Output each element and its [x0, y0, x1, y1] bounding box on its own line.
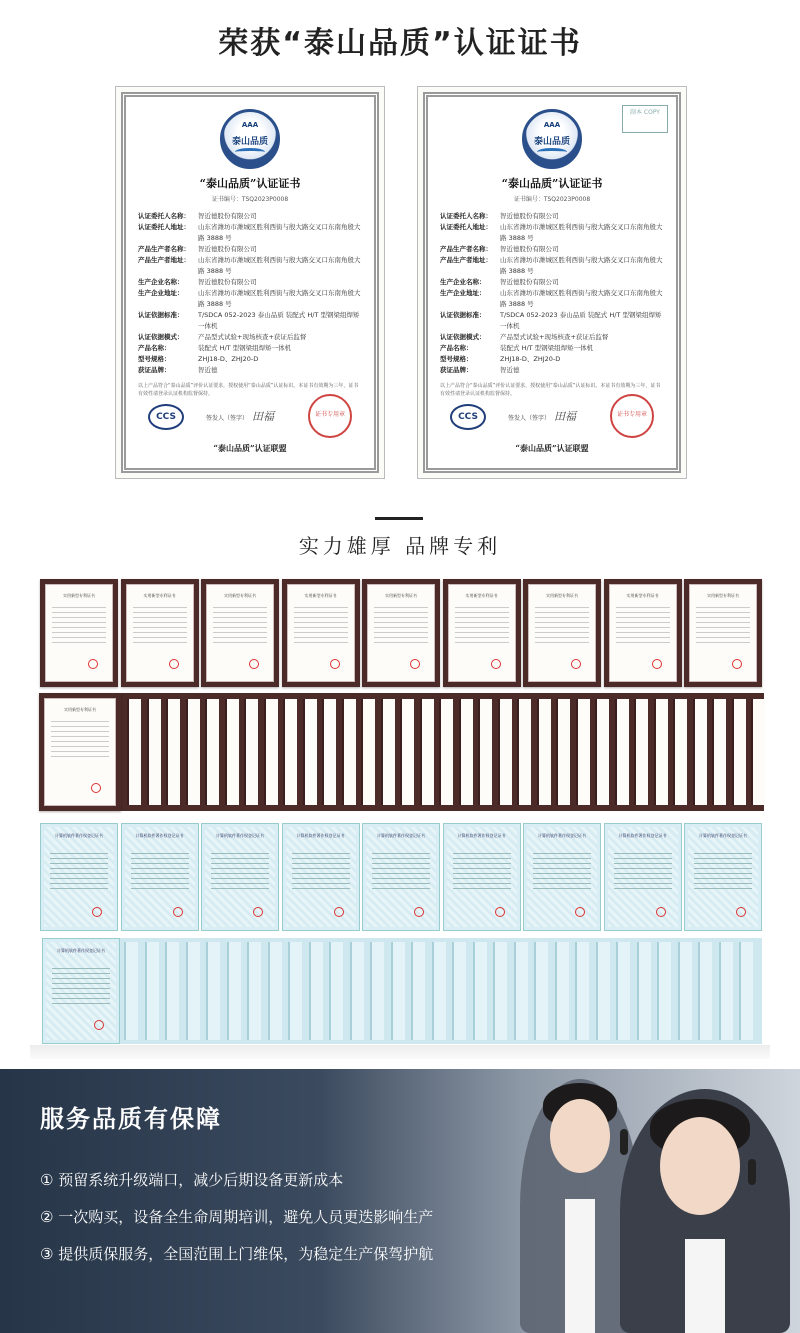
field-value: 智近德股份有限公司	[500, 245, 559, 253]
field-value: T/SDCA 052-2023 泰山品质 装配式 H/T 型钢梁组焊矫一体机	[198, 311, 360, 330]
framed-patent-certificate: 实用新型专利证书	[201, 579, 279, 687]
certificate-field	[440, 222, 664, 244]
field-label: 生产企业名称：	[138, 278, 184, 286]
service-item-training: ② 一次购买，设备全生命周期培训，避免人员更迭影响生产	[40, 1208, 434, 1226]
field-value: ZHJ18-D、ZHJ20-D	[198, 355, 259, 363]
stacked-certificate-edge	[537, 699, 551, 805]
field-label: 获证品牌：	[440, 366, 473, 374]
stacked-certificate-edge	[288, 942, 302, 1040]
framed-patent-certificate: 实用新型专利证书	[362, 579, 440, 687]
red-seal-stamp: 证书专用章	[610, 394, 654, 438]
field-label: 认证依据标准：	[440, 311, 486, 319]
framed-patent-certificate: 实用新型专利证书	[604, 579, 682, 687]
certificate-field	[440, 354, 664, 365]
service-banner	[0, 1069, 800, 1333]
patent-section-title: 实力雄厚 品牌专利	[298, 534, 502, 558]
stacked-certificate-edge	[420, 699, 434, 805]
stacked-certificate-edge	[493, 942, 507, 1040]
stacked-certificate-edge	[654, 699, 668, 805]
display-shelf	[30, 1045, 770, 1059]
stacked-certificate-edge	[205, 699, 219, 805]
software-copyright-certificate: 计算机软件著作权登记证书	[604, 823, 682, 931]
stacked-certificate-edge	[166, 699, 180, 805]
certificate-heading: “泰山品质”认证证书	[199, 177, 301, 190]
software-certificate-stack	[42, 938, 762, 1044]
field-label: 产品生产者名称：	[440, 245, 492, 253]
stacked-certificate-edge	[127, 699, 141, 805]
stacked-certificate-edge	[381, 699, 395, 805]
stacked-certificate-edge	[673, 699, 687, 805]
stacked-certificate-edge	[693, 699, 707, 805]
certificate-field	[440, 255, 664, 277]
certificate-section-title: 荣获“泰山品质”认证证书	[218, 26, 582, 61]
field-label: 生产企业地址：	[138, 289, 184, 297]
stacked-certificate-edge	[206, 942, 220, 1040]
stacked-certificate-edge	[165, 942, 179, 1040]
service-item-warranty: ③ 提供质保服务，全国范围上门维保，为稳定生产保驾护航	[40, 1245, 434, 1263]
stacked-certificate-edge	[342, 699, 356, 805]
headset-icon	[620, 1129, 628, 1155]
stacked-certificate-edge	[498, 699, 512, 805]
stacked-certificate-edge	[719, 942, 733, 1040]
field-label: 产品生产者地址：	[138, 256, 190, 264]
stacked-certificate-edge	[751, 699, 765, 805]
agent-face	[550, 1099, 610, 1173]
stacked-certificate-edge	[145, 942, 159, 1040]
field-value: 智近德股份有限公司	[500, 212, 559, 220]
stacked-certificate-edge	[391, 942, 405, 1040]
field-label: 认证委托人地址：	[138, 223, 190, 231]
stacked-certificate-edge	[698, 942, 712, 1040]
field-value: 装配式 H/T 型钢梁组焊矫一体机	[198, 344, 292, 352]
stacked-certificate-edge	[555, 942, 569, 1040]
field-label: 产品生产者名称：	[138, 245, 190, 253]
signer: 签发人（签字） 田福	[508, 410, 577, 423]
stacked-certificate-edge	[712, 699, 726, 805]
certificate-field	[440, 288, 664, 310]
field-value: 山东省潍坊市潍城区胜利西街与殷大路交叉口东南角殷大路 3888 号	[500, 223, 663, 242]
field-value: 智近德股份有限公司	[198, 212, 257, 220]
field-value: ZHJ18-D、ZHJ20-D	[500, 355, 561, 363]
stacked-certificate-edge	[370, 942, 384, 1040]
stacked-certificate-edge	[283, 699, 297, 805]
stacked-certificate-edge	[478, 699, 492, 805]
stacked-certificate-edge	[517, 699, 531, 805]
field-label: 认证委托人地址：	[440, 223, 492, 231]
framed-patent-certificate: 实用新型专利证书	[40, 579, 118, 687]
certificate-field	[440, 277, 664, 288]
field-value: 智近德	[500, 366, 520, 374]
field-label: 产品名称：	[138, 344, 171, 352]
signer: 签发人（签字） 田福	[206, 410, 275, 423]
stacked-certificate-edge	[329, 942, 343, 1040]
field-value: 智近德股份有限公司	[198, 278, 257, 286]
certificate-field	[138, 332, 362, 343]
stacked-certificate-edge	[322, 699, 336, 805]
certificate-field	[138, 354, 362, 365]
stacked-certificate-edge	[739, 942, 753, 1040]
stacked-certificate-edge	[556, 699, 570, 805]
field-value: 山东省潍坊市潍城区胜利西街与殷大路交叉口东南角殷大路 3888 号	[198, 223, 361, 242]
stacked-certificate-edge	[432, 942, 446, 1040]
software-copyright-certificate: 计算机软件著作权登记证书	[362, 823, 440, 931]
certificate-field	[138, 365, 362, 376]
stacked-certificate-edge	[459, 699, 473, 805]
service-title: 服务品质有保障	[40, 1105, 222, 1133]
stacked-certificate-edge	[361, 699, 375, 805]
stacked-certificate-edge	[309, 942, 323, 1040]
stacked-certificate-edge	[616, 942, 630, 1040]
certificate-note: 以上产品符合“泰山品质”评价认证要求，授权使用“泰山品质”认证标识。本证书有效期为三年，证书有效性请登录认证机构监督保持。	[440, 383, 661, 397]
stacked-certificate-edge	[634, 699, 648, 805]
software-copyright-certificate: 计算机软件著作权登记证书	[443, 823, 521, 931]
taishan-quality-logo: AAA 泰山品质	[220, 109, 280, 169]
certificate-field	[138, 310, 362, 332]
field-label: 生产企业地址：	[440, 289, 486, 297]
stacked-certificate-edge	[615, 699, 629, 805]
software-copyright-certificate: 计算机软件著作权登记证书	[523, 823, 601, 931]
field-value: 智近德股份有限公司	[198, 245, 257, 253]
field-value: 山东省潍坊市潍城区胜利西街与殷大路交叉口东南角殷大路 3888 号	[500, 289, 663, 308]
field-label: 型号规格：	[440, 355, 473, 363]
stacked-certificate-edge	[657, 942, 671, 1040]
software-copyright-certificate: 计算机软件著作权登记证书	[684, 823, 762, 931]
agent-shirt	[565, 1199, 595, 1333]
certificate-field	[138, 277, 362, 288]
certificate-number: 证书编号：TSQ2023P0008	[513, 196, 591, 203]
certificate-fields	[138, 211, 362, 376]
stacked-certificate-edge	[225, 699, 239, 805]
certificate-field	[440, 343, 664, 354]
framed-patent-certificate: 实用新型专利证书	[39, 693, 121, 811]
software-copyright-certificate: 计算机软件著作权登记证书	[40, 823, 118, 931]
field-label: 认证委托人名称：	[138, 212, 190, 220]
certificate-field	[440, 365, 664, 376]
certificate-field	[440, 310, 664, 332]
stacked-certificate-edge	[732, 699, 746, 805]
stacked-certificate-edge	[268, 942, 282, 1040]
certificate-field	[138, 211, 362, 222]
stacked-certificate-edge	[452, 942, 466, 1040]
field-value: 山东省潍坊市潍城区胜利西街与殷大路交叉口东南角殷大路 3888 号	[198, 289, 361, 308]
stacked-certificate-edge	[534, 942, 548, 1040]
certificate-note: 以上产品符合“泰山品质”评价认证要求，授权使用“泰山品质”认证标识。本证书有效期为三年，证书有效性请登录认证机构监督保持。	[138, 383, 359, 397]
copy-stamp: 副本 COPY	[622, 105, 668, 133]
software-copyright-certificate: 计算机软件著作权登记证书	[282, 823, 360, 931]
software-copyright-certificate: 计算机软件著作权登记证书	[121, 823, 199, 931]
framed-patent-certificate: 实用新型专利证书	[523, 579, 601, 687]
certificate-alliance: “泰山品质”认证联盟	[515, 443, 589, 453]
stacked-certificate-edge	[264, 699, 278, 805]
certificate-field	[138, 288, 362, 310]
taishan-quality-logo: AAA 泰山品质	[522, 109, 582, 169]
stacked-certificate-edge	[400, 699, 414, 805]
stacked-certificate-edge	[186, 942, 200, 1040]
quality-certificate-copy	[417, 86, 687, 479]
stacked-certificate-edge	[303, 699, 317, 805]
framed-patent-certificate: 实用新型专利证书	[684, 579, 762, 687]
field-label: 认证依据模式：	[138, 333, 184, 341]
service-item-upgrade: ① 预留系统升级端口，减少后期设备更新成本	[40, 1171, 344, 1189]
stacked-certificate-edge	[350, 942, 364, 1040]
framed-patent-certificate: 实用新型专利证书	[121, 579, 199, 687]
stacked-certificate-edge	[473, 942, 487, 1040]
stacked-certificate-edge	[411, 942, 425, 1040]
headset-icon	[748, 1159, 756, 1185]
stacked-certificate-edge	[576, 699, 590, 805]
field-value: 产品型式试验+现场核查+获证后监督	[500, 333, 609, 341]
field-value: 产品型式试验+现场核查+获证后监督	[198, 333, 307, 341]
certificate-fields	[440, 211, 664, 376]
stacked-certificate-edge	[147, 699, 161, 805]
field-label: 认证委托人名称：	[440, 212, 492, 220]
field-label: 产品生产者地址：	[440, 256, 492, 264]
certificate-field	[138, 222, 362, 244]
stacked-certificate-edge	[124, 942, 138, 1040]
field-label: 认证依据模式：	[440, 333, 486, 341]
field-value: 装配式 H/T 型钢梁组焊矫一体机	[500, 344, 594, 352]
red-seal-stamp: 证书专用章	[308, 394, 352, 438]
agent-face	[660, 1117, 740, 1215]
stacked-certificate-edge	[596, 942, 610, 1040]
stacked-certificate-edge	[244, 699, 258, 805]
field-value: T/SDCA 052-2023 泰山品质 装配式 H/T 型钢梁组焊矫一体机	[500, 311, 662, 330]
stacked-certificate-edge	[514, 942, 528, 1040]
software-copyright-certificate: 计算机软件著作权登记证书	[201, 823, 279, 931]
stacked-certificate-edge	[186, 699, 200, 805]
certificate-field	[440, 332, 664, 343]
stacked-certificate-edge	[227, 942, 241, 1040]
certificate-field	[138, 244, 362, 255]
field-label: 生产企业名称：	[440, 278, 486, 286]
field-label: 认证依据标准：	[138, 311, 184, 319]
certificate-field	[440, 211, 664, 222]
field-value: 山东省潍坊市潍城区胜利西街与殷大路交叉口东南角殷大路 3888 号	[198, 256, 361, 275]
field-label: 获证品牌：	[138, 366, 171, 374]
certificate-field	[138, 255, 362, 277]
field-label: 产品名称：	[440, 344, 473, 352]
section-divider-bar	[375, 517, 423, 520]
field-label: 型号规格：	[138, 355, 171, 363]
framed-patent-certificate: 实用新型专利证书	[443, 579, 521, 687]
field-value: 智近德股份有限公司	[500, 278, 559, 286]
stacked-certificate-edge	[595, 699, 609, 805]
framed-patent-stack	[39, 693, 764, 811]
certificate-number: 证书编号：TSQ2023P0008	[211, 196, 289, 203]
stacked-certificate-edge	[575, 942, 589, 1040]
stacked-certificate-edge	[637, 942, 651, 1040]
certificate-field	[440, 244, 664, 255]
ccs-logo: CCS	[450, 404, 486, 430]
ccs-logo: CCS	[148, 404, 184, 430]
field-value: 山东省潍坊市潍城区胜利西街与殷大路交叉口东南角殷大路 3888 号	[500, 256, 663, 275]
framed-patent-certificate: 实用新型专利证书	[282, 579, 360, 687]
stacked-certificate-edge	[247, 942, 261, 1040]
certificate-heading: “泰山品质”认证证书	[501, 177, 603, 190]
field-value: 智近德	[198, 366, 218, 374]
agent-shirt	[685, 1239, 725, 1333]
certificate-field	[138, 343, 362, 354]
certificate-alliance: “泰山品质”认证联盟	[213, 443, 287, 453]
software-copyright-certificate: 计算机软件著作权登记证书	[42, 938, 120, 1044]
quality-certificate-original	[115, 86, 385, 479]
stacked-certificate-edge	[678, 942, 692, 1040]
stacked-certificate-edge	[439, 699, 453, 805]
